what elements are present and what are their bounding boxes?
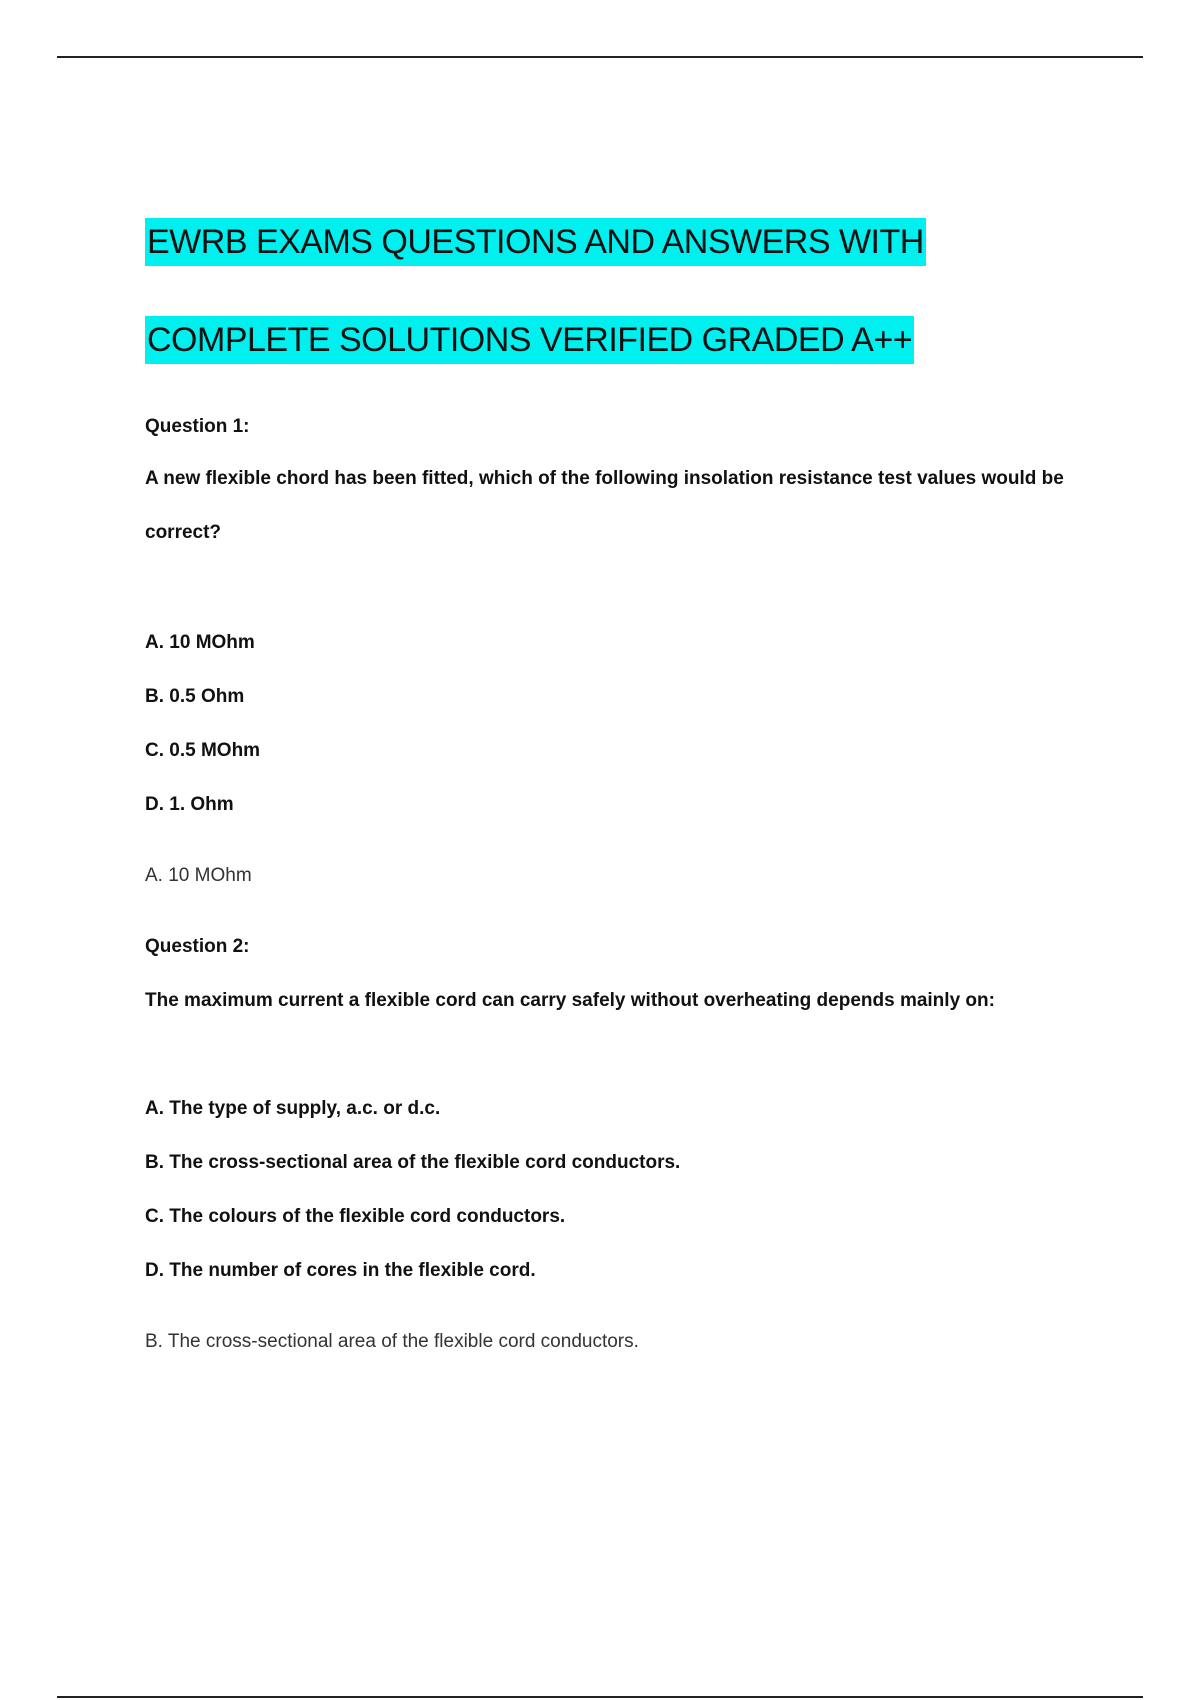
question-2-answer: B. The cross-sectional area of the flexible cord conductors. [145, 1331, 639, 1352]
question-2-heading: Question 2: [145, 936, 250, 957]
question-1-option-c: C. 0.5 MOhm [145, 740, 261, 761]
header-rule [57, 56, 1143, 58]
question-1-prompt-line-1: A new flexible chord has been fitted, which of the following insolation resistance test values would be [145, 468, 1064, 489]
question-1-answer: A. 10 MOhm [145, 865, 252, 886]
document-title-line-2: COMPLETE SOLUTIONS VERIFIED GRADED A++ [145, 316, 914, 364]
question-1-heading: Question 1: [145, 416, 250, 437]
question-2-prompt-line-1: The maximum current a flexible cord can carry safely without overheating depends mainly on: [145, 990, 995, 1011]
footer-rule [57, 1696, 1143, 1698]
question-2-option-c: C. The colours of the flexible cord conductors. [145, 1206, 566, 1227]
question-1-option-d: D. 1. Ohm [145, 794, 234, 815]
document-title-line-1: EWRB EXAMS QUESTIONS AND ANSWERS WITH [145, 218, 926, 266]
question-1-prompt-line-2: correct? [145, 522, 222, 543]
question-2-option-a: A. The type of supply, a.c. or d.c. [145, 1098, 441, 1119]
question-2-option-b: B. The cross-sectional area of the flexible cord conductors. [145, 1152, 681, 1173]
question-1-option-b: B. 0.5 Ohm [145, 686, 245, 707]
question-2-option-d: D. The number of cores in the flexible cord. [145, 1260, 536, 1281]
question-1-option-a: A. 10 MOhm [145, 632, 255, 653]
